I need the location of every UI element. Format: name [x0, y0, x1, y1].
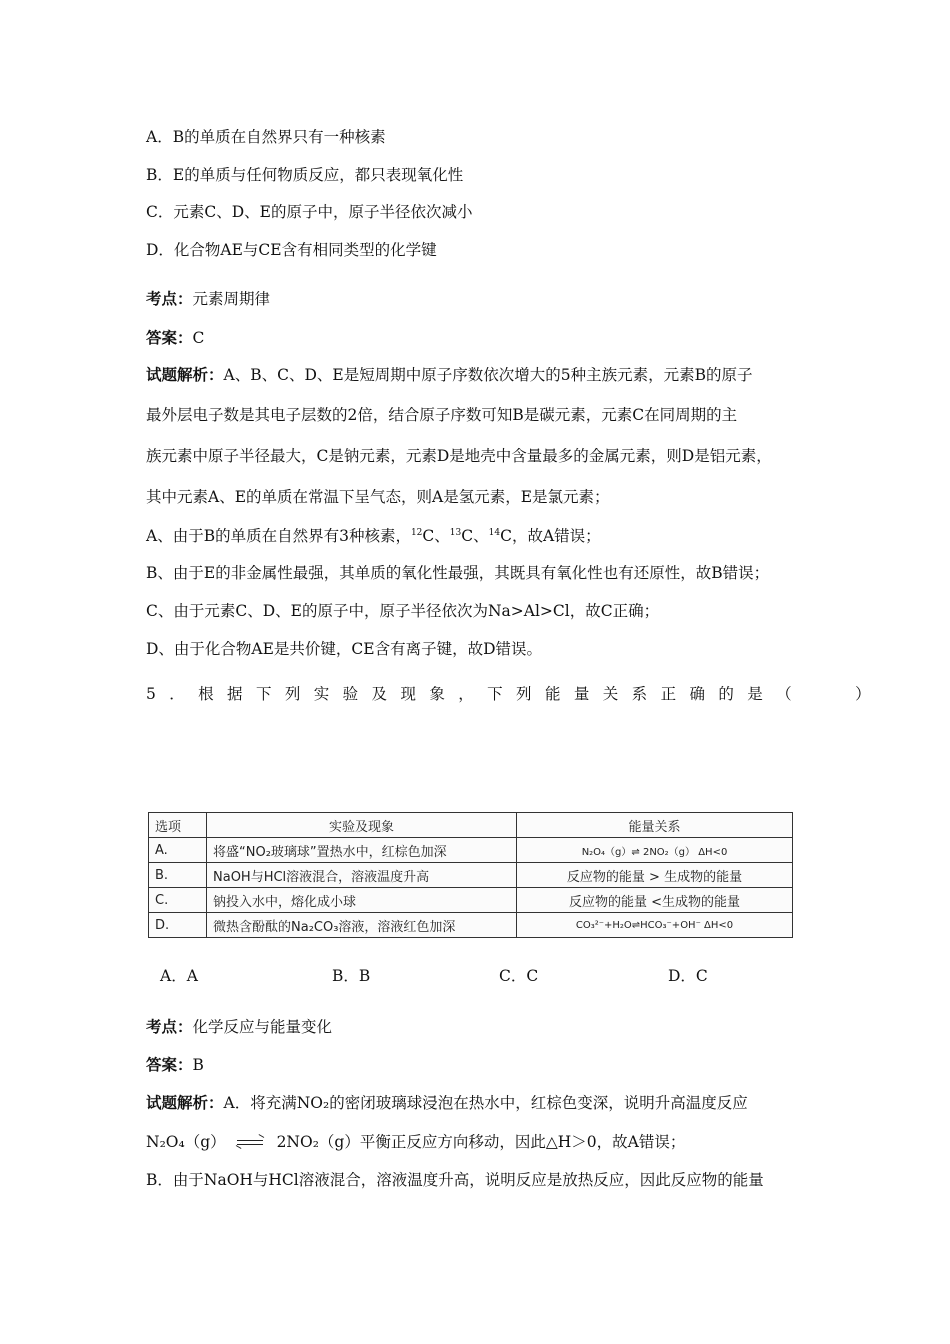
- kaodian-line-5: [146, 1017, 332, 1037]
- kaodian-line: [146, 289, 270, 309]
- table-header-row: [149, 813, 793, 838]
- choice-a: A．A: [160, 967, 198, 985]
- option-b: B．E的单质与任何物质反应，都只表现氧化性: [146, 166, 464, 184]
- kaodian-label: 考点：: [146, 289, 193, 308]
- analysis-label: 试题解析：: [146, 365, 224, 384]
- question-5-text: 5．根据下列实验及现象，下列能量关系正确的是（: [146, 685, 806, 703]
- equation-left: N₂O₄（g）: [146, 1133, 226, 1151]
- question-5-stem: [146, 684, 884, 704]
- analysis-a-pre: A、由于B的单质在自然界有3种核素，: [146, 527, 411, 545]
- table-row: [149, 838, 793, 863]
- row-option: D.: [149, 913, 207, 938]
- question-5-close: ）: [855, 685, 884, 703]
- option-d: D．化合物AE与CE含有相同类型的化学键: [146, 241, 437, 259]
- row-experiment: 钠投入水中，熔化成小球: [207, 888, 517, 913]
- analysis-a-post: ，故A错误；: [511, 527, 601, 545]
- table-row: [149, 913, 793, 938]
- analysis-c: C、由于元素C、D、E的原子中，原子半径依次为Na>Al>Cl，故C正确；: [146, 602, 660, 620]
- analysis-5-line-2: [146, 1132, 685, 1152]
- row-option: C.: [149, 888, 207, 913]
- header-experiment: 实验及现象: [207, 813, 517, 838]
- analysis-b: B、由于E的非金属性最强，其单质的氧化性最强，其既具有氧化性也有还原性，故B错误；: [146, 564, 770, 582]
- isotope: $^{12}$C: [410, 527, 435, 545]
- experiment-table: [148, 812, 793, 938]
- choice-d: D．C: [668, 967, 708, 985]
- isotope: $^{14}$C: [488, 527, 512, 545]
- analysis-d: D、由于化合物AE是共价键，CE含有离子键，故D错误。: [146, 640, 543, 658]
- option-a: A．B的单质在自然界只有一种核素: [146, 128, 386, 146]
- row-energy: 反应物的能量 > 生成物的能量: [517, 863, 793, 888]
- table-row: [149, 863, 793, 888]
- answer-label: 答案：: [146, 328, 193, 347]
- row-energy: N₂O₄（g）⇌ 2NO₂（g） ΔH<0: [517, 838, 793, 863]
- analysis-line-4: 其中元素A、E的单质在常温下呈气态，则A是氢元素，E是氯元素；: [146, 488, 610, 506]
- choice-c: C．C: [499, 967, 539, 985]
- analysis-line-3: 族元素中原子半径最大，C是钠元素，元素D是地壳中含量最多的金属元素，则D是铝元素，: [146, 447, 772, 465]
- table-row: [149, 888, 793, 913]
- header-energy: 能量关系: [517, 813, 793, 838]
- answer-label: 答案：: [146, 1055, 193, 1074]
- kaodian-value: 化学反应与能量变化: [192, 1018, 333, 1036]
- row-energy: CO₃²⁻+H₂O⇌HCO₃⁻+OH⁻ ΔH<0: [517, 913, 793, 938]
- analysis-5-line-3: B．由于NaOH与HCl溶液混合，溶液温度升高，说明反应是放热反应，因此反应物的能量: [146, 1171, 764, 1189]
- analysis-text: A．将充满NO₂的密闭玻璃球浸泡在热水中，红棕色变深，说明升高温度反应: [223, 1094, 748, 1112]
- answer-value: B: [192, 1056, 204, 1074]
- row-experiment: NaOH与HCl溶液混合，溶液温度升高: [207, 863, 517, 888]
- row-experiment: 微热含酚酞的Na₂CO₃溶液，溶液红色加深: [207, 913, 517, 938]
- row-experiment: 将盛“NO₂玻璃球”置热水中，红棕色加深: [207, 838, 517, 863]
- equation-right: 2NO₂（g）平衡正反应方向移动，因此△H＞0，故A错误；: [276, 1133, 686, 1151]
- row-energy: 反应物的能量 <生成物的能量: [517, 888, 793, 913]
- row-option: A.: [149, 838, 207, 863]
- option-c: C．元素C、D、E的原子中，原子半径依次减小: [146, 203, 473, 221]
- analysis-5-line-1: [146, 1093, 748, 1113]
- isotope: $^{13}$C: [449, 527, 474, 545]
- choice-b: B．B: [332, 967, 371, 985]
- analysis-label: 试题解析：: [146, 1093, 224, 1112]
- header-option: 选项: [149, 813, 207, 838]
- answer-line: [146, 328, 204, 348]
- row-option: B.: [149, 863, 207, 888]
- equilibrium-arrow-icon: [237, 1138, 263, 1148]
- kaodian-label: 考点：: [146, 1017, 193, 1036]
- analysis-line-1: [146, 365, 752, 385]
- analysis-a: A、由于B的单质在自然界有3种核素，$^{12}$C、$^{13}$C、$^{14}$C，故A错误；: [146, 527, 601, 545]
- kaodian-value: 元素周期律: [192, 290, 271, 308]
- answer-line-5: [146, 1055, 204, 1075]
- analysis-text: A、B、C、D、E是短周期中原子序数依次增大的5种主族元素，元素B的原子: [223, 366, 753, 384]
- analysis-line-2: 最外层电子数是其电子层数的2倍，结合原子序数可知B是碳元素，元素C在同周期的主: [146, 406, 738, 424]
- answer-value: C: [192, 329, 205, 347]
